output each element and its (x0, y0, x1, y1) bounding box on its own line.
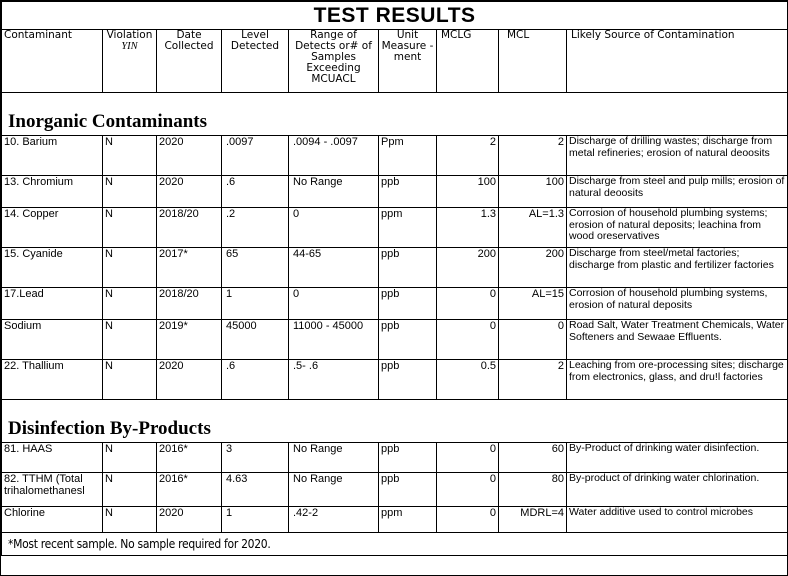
cell-date: 2019* (157, 320, 222, 360)
cell-contaminant: 81. HAAS (2, 443, 103, 473)
cell-violation: N (103, 288, 157, 320)
cell-level: 1 (222, 507, 289, 533)
cell-contaminant: 14. Copper (2, 208, 103, 248)
table-row (2, 288, 788, 320)
cell-range: 44-65 (289, 248, 379, 288)
section-title: Disinfection By-Products (2, 400, 788, 443)
cell-range: No Range (289, 473, 379, 507)
cell-violation: N (103, 136, 157, 176)
cell-date: 2020 (157, 360, 222, 400)
cell-contaminant: Sodium (2, 320, 103, 360)
cell-range: 0 (289, 288, 379, 320)
cell-mcl: 60 (499, 443, 567, 473)
header-mcl: MCL (499, 30, 567, 93)
header-date: Date Collected (157, 30, 222, 93)
table-row (2, 507, 788, 533)
cell-source: By-Product of drinking water disinfection. (567, 443, 788, 473)
header-range: Range of Detects or# of Samples Exceeding MCUACL (289, 30, 379, 93)
table-row (2, 248, 788, 288)
table-row (2, 208, 788, 248)
cell-unit: ppb (379, 288, 437, 320)
cell-contaminant: 17.Lead (2, 288, 103, 320)
cell-source: Discharge of drilling wastes; discharge from metal refineries; erosion of natural deoosits (567, 136, 788, 176)
cell-violation: N (103, 320, 157, 360)
table-row (2, 360, 788, 400)
footnote: *Most recent sample. No sample required for 2020. (2, 533, 788, 556)
cell-range: 11000 - 45000 (289, 320, 379, 360)
document-title: TEST RESULTS (2, 2, 788, 30)
cell-violation: N (103, 208, 157, 248)
cell-unit: ppb (379, 443, 437, 473)
cell-contaminant: 10. Barium (2, 136, 103, 176)
cell-mcl: 2 (499, 360, 567, 400)
cell-contaminant: Chlorine (2, 507, 103, 533)
cell-contaminant: 82. TTHM (Total trihalomethanesl (2, 473, 103, 507)
header-violation: Violation YIN (103, 30, 157, 93)
cell-source: Leaching from ore-processing sites; discharge from electronics, glass, and dru!l factories (567, 360, 788, 400)
cell-range: .42-2 (289, 507, 379, 533)
cell-level: 4.63 (222, 473, 289, 507)
cell-violation: N (103, 176, 157, 208)
table-row (2, 320, 788, 360)
cell-contaminant: 15. Cyanide (2, 248, 103, 288)
cell-source: Road Salt, Water Treatment Chemicals, Water Softeners and Sewaae Effluents. (567, 320, 788, 360)
cell-mclg: 0 (437, 507, 499, 533)
section-title: Inorganic Contaminants (2, 93, 788, 136)
cell-unit: ppb (379, 360, 437, 400)
cell-unit: ppb (379, 320, 437, 360)
cell-violation: N (103, 360, 157, 400)
cell-source: Discharge from steel and pulp mills; erosion of natural deoosits (567, 176, 788, 208)
cell-level: 1 (222, 288, 289, 320)
cell-mcl: 200 (499, 248, 567, 288)
cell-unit: ppb (379, 473, 437, 507)
cell-date: 2016* (157, 443, 222, 473)
cell-date: 2020 (157, 176, 222, 208)
cell-mcl: AL=1.3 (499, 208, 567, 248)
table-row (2, 443, 788, 473)
cell-mclg: 0.5 (437, 360, 499, 400)
cell-unit: ppb (379, 176, 437, 208)
header-unit: Unit Measure -ment (379, 30, 437, 93)
cell-range: 0 (289, 208, 379, 248)
cell-level: 65 (222, 248, 289, 288)
cell-range: No Range (289, 443, 379, 473)
cell-unit: ppm (379, 507, 437, 533)
cell-unit: ppm (379, 208, 437, 248)
cell-mclg: 200 (437, 248, 499, 288)
header-mclg: MCLG (437, 30, 499, 93)
table-row (2, 136, 788, 176)
cell-mcl: 0 (499, 320, 567, 360)
cell-contaminant: 22. Thallium (2, 360, 103, 400)
cell-mclg: 0 (437, 443, 499, 473)
cell-violation: N (103, 507, 157, 533)
cell-mcl: 80 (499, 473, 567, 507)
header-source: Likely Source of Contamination (567, 30, 788, 93)
cell-mclg: 0 (437, 473, 499, 507)
cell-mclg: 0 (437, 320, 499, 360)
cell-level: 45000 (222, 320, 289, 360)
table-row (2, 176, 788, 208)
cell-contaminant: 13. Chromium (2, 176, 103, 208)
cell-date: 2018/20 (157, 288, 222, 320)
cell-level: .0097 (222, 136, 289, 176)
cell-source: Discharge from steel/metal factories; discharge from plastic and fertilizer factories (567, 248, 788, 288)
cell-level: 3 (222, 443, 289, 473)
cell-level: .6 (222, 176, 289, 208)
header-contaminant: Contaminant (2, 30, 103, 93)
table-row (2, 473, 788, 507)
test-results-table (1, 1, 788, 556)
cell-unit: ppb (379, 248, 437, 288)
cell-mclg: 100 (437, 176, 499, 208)
cell-unit: Ppm (379, 136, 437, 176)
cell-mclg: 0 (437, 288, 499, 320)
cell-violation: N (103, 443, 157, 473)
cell-mclg: 2 (437, 136, 499, 176)
cell-violation: N (103, 248, 157, 288)
cell-date: 2020 (157, 136, 222, 176)
cell-range: .5- .6 (289, 360, 379, 400)
cell-source: By-product of drinking water chlorination. (567, 473, 788, 507)
cell-source: Corrosion of household plumbing systems; erosion of natural deposits; leachina from wood oreservatives (567, 208, 788, 248)
cell-range: No Range (289, 176, 379, 208)
cell-date: 2020 (157, 507, 222, 533)
cell-mclg: 1.3 (437, 208, 499, 248)
cell-mcl: 2 (499, 136, 567, 176)
cell-range: .0094 - .0097 (289, 136, 379, 176)
cell-mcl: 100 (499, 176, 567, 208)
cell-source: Water additive used to control microbes (567, 507, 788, 533)
cell-date: 2018/20 (157, 208, 222, 248)
cell-date: 2016* (157, 473, 222, 507)
cell-violation: N (103, 473, 157, 507)
cell-mcl: AL=15 (499, 288, 567, 320)
header-level: Level Detected (222, 30, 289, 93)
section-header-row (2, 93, 788, 136)
cell-level: .6 (222, 360, 289, 400)
cell-source: Corrosion of household plumbing systems, erosion of natural deposits (567, 288, 788, 320)
cell-date: 2017* (157, 248, 222, 288)
cell-level: .2 (222, 208, 289, 248)
cell-mcl: MDRL=4 (499, 507, 567, 533)
section-header-row (2, 400, 788, 443)
table-body (2, 93, 788, 533)
column-header-row (2, 30, 788, 93)
